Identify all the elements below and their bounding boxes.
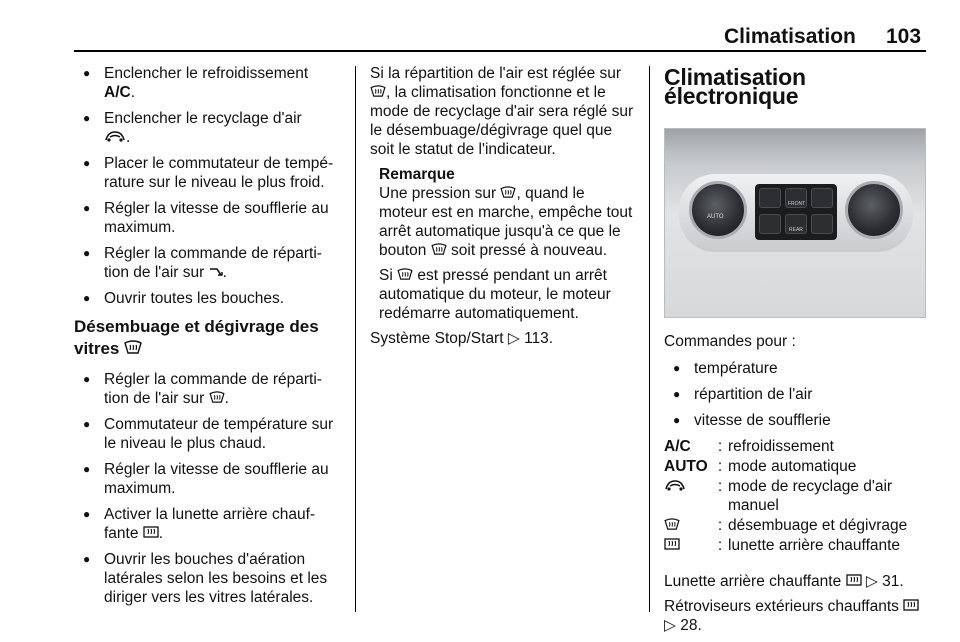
climate-panel-photo [664, 128, 926, 318]
recirculation-icon [104, 130, 126, 142]
fan-speed-knob [845, 181, 903, 239]
list-item: ● Activer la lunette arrière chauf-fante . [74, 505, 342, 543]
page-number: 103 [886, 25, 922, 48]
list-item: ● répartition de l'air [664, 385, 930, 404]
column-middle [370, 64, 636, 354]
table-row: A/C : refroidissement [664, 438, 834, 455]
table-row: : lunette arrière chauffante [664, 536, 930, 556]
panel-button [785, 188, 807, 208]
panel-button [759, 188, 781, 208]
column-left [74, 64, 342, 614]
rear-label: REAR [789, 227, 803, 233]
triangle-right-icon: ▷ [865, 573, 878, 590]
rear-window-defrost-icon [143, 526, 159, 538]
rear-window-defrost-icon [664, 538, 680, 550]
temperature-knob [689, 181, 747, 239]
steps-list-cooling [74, 64, 342, 308]
windscreen-defrost-icon [397, 268, 413, 280]
cross-reference-stop-start[interactable]: Système Stop/Start ▷ 113. [370, 330, 554, 347]
list-item: ● Enclencher le recyclage d'air . [74, 109, 342, 147]
list-item: ● vitesse de soufflerie [664, 411, 930, 430]
panel-button [759, 214, 781, 234]
rear-window-defrost-icon [903, 599, 919, 611]
list-item: ● température [664, 359, 930, 378]
remark-paragraph-1: Une pression sur , quand le moteur est en marche, empêche tout arrêt automatique jusqu'à ce que le bouton soit pressé à nouveau. [379, 185, 633, 259]
triangle-right-icon: ▷ [507, 330, 520, 347]
column-divider-2 [649, 66, 650, 612]
table-row: : mode de recyclage d'air manuel [664, 477, 930, 516]
rear-window-defrost-icon [846, 574, 862, 586]
recirculation-icon [664, 479, 686, 491]
cross-reference-mirrors[interactable]: Rétroviseurs extérieurs chauffants ▷ 28. [664, 597, 930, 635]
list-item: ● Enclencher le refroidissement A/C. [74, 64, 342, 102]
windscreen-defrost-icon [664, 518, 680, 530]
remark-paragraph-2: Si est pressé pendant un arrêt automatique du moteur, le moteur redémarre automatiquement. [379, 267, 611, 322]
figure-caption: Commandes pour : [664, 333, 796, 350]
list-item: ● Ouvrir les bouches d'aération latérales selon les besoins et les diriger vers les vitres latérales. [74, 550, 342, 607]
windscreen-defrost-icon [500, 186, 516, 198]
legend-table [664, 437, 930, 556]
steps-list-defrost [74, 370, 342, 607]
header-rule [74, 50, 926, 52]
climate-control-panel [679, 174, 913, 252]
list-item: ● Régler la vitesse de soufflerie au maximum. [74, 460, 342, 498]
panel-button [811, 188, 833, 208]
table-row: AUTO : mode automatique [664, 458, 857, 475]
controls-list [664, 359, 930, 430]
footwell-air-icon [209, 265, 223, 277]
triangle-right-icon: ▷ [664, 617, 676, 634]
list-item: ● Commutateur de température sur le niveau le plus chaud. [74, 415, 342, 453]
column-right [664, 64, 930, 641]
windscreen-defrost-icon [431, 243, 447, 255]
section-title-defrost: Désembuage et dégivrage des vitres [74, 317, 319, 358]
list-item: ● Régler la commande de réparti-tion de l'air sur . [74, 370, 342, 408]
section-title-electronic-climate: Climatisation électronique [664, 64, 806, 109]
climate-buttons-block [755, 184, 837, 240]
header-title: Climatisation [724, 25, 856, 48]
auto-label: AUTO [707, 214, 724, 220]
panel-button [785, 214, 807, 234]
windscreen-defrost-icon [209, 391, 225, 403]
list-item: ● Régler la vitesse de soufflerie au maximum. [74, 199, 342, 237]
list-item: ● Ouvrir toutes les bouches. [74, 289, 342, 308]
column-divider-1 [355, 66, 356, 612]
panel-button [811, 214, 833, 234]
table-row: : désembuage et dégivrage [664, 516, 930, 536]
list-item: ● Placer le commutateur de tempé-rature sur le niveau le plus froid. [74, 154, 342, 192]
paragraph-defrost-mode: Si la répartition de l'air est réglée sur , la climatisation fonctionne et le mode de recyclage d'air sera réglé sur le désembuage/dégivrage quel que soit le statut de l'indicateur. [370, 65, 634, 158]
windscreen-defrost-icon [124, 340, 142, 354]
list-item: ● Régler la commande de réparti-tion de l'air sur . [74, 244, 342, 282]
front-label: FRONT [788, 201, 806, 207]
windscreen-defrost-icon [370, 85, 386, 97]
remark-heading: Remarque [379, 166, 455, 183]
cross-reference-rear-window[interactable]: Lunette arrière chauffante ▷ 31. [664, 573, 904, 590]
